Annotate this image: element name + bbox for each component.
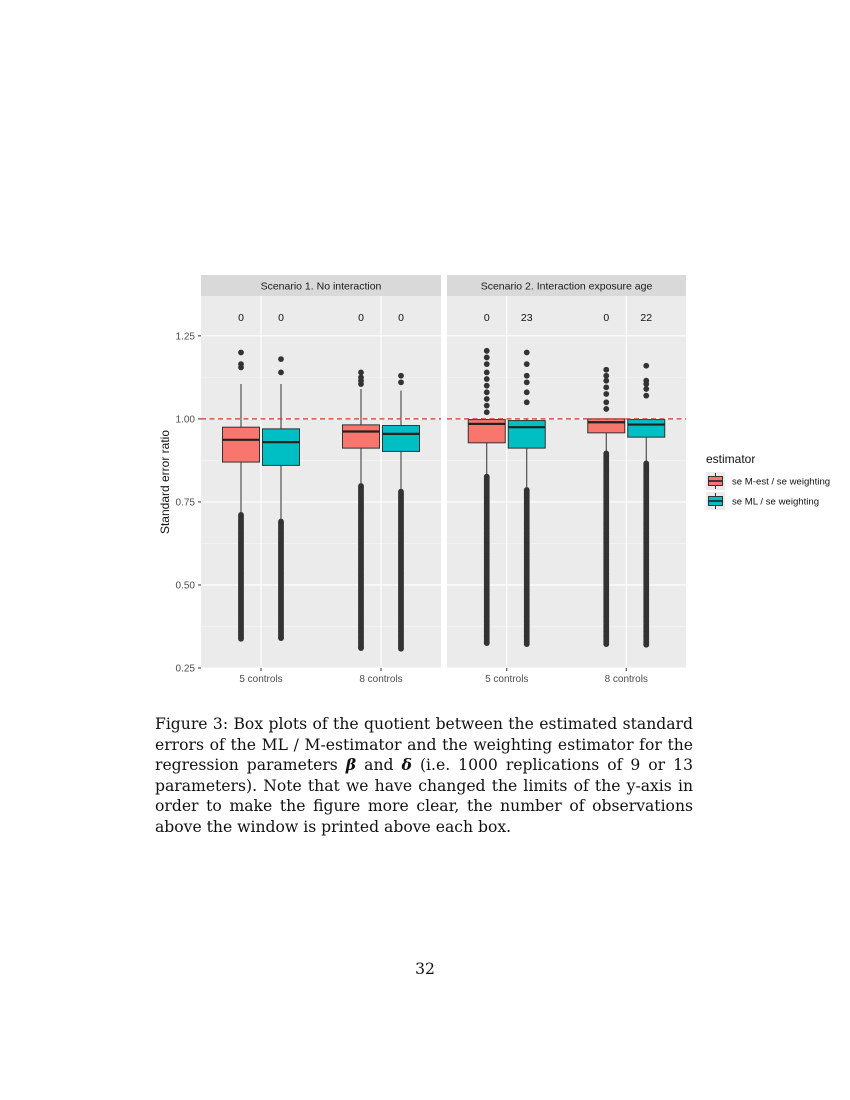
outlier-point (603, 391, 609, 397)
outlier-point (524, 379, 530, 385)
outlier-point (603, 641, 609, 647)
outlier-point (484, 361, 490, 367)
count-above-label: 22 (640, 312, 653, 324)
outlier-point (524, 389, 530, 395)
outlier-point (484, 640, 490, 646)
count-above-label: 23 (520, 312, 533, 324)
outlier-point (398, 373, 404, 379)
outlier-point (358, 369, 364, 375)
caption-part1: Box plots of the quotient between the estimated standard errors of the ML / M-estimator and the weighting estimator for the regression parameters (155, 715, 693, 775)
beta-symbol: β (345, 755, 357, 775)
outlier-point (238, 636, 244, 642)
legend-entry-mest (706, 472, 830, 490)
facet-panel-1 (201, 275, 441, 668)
outlier-point (278, 635, 284, 641)
y-tick-label: 0.50 (175, 580, 195, 592)
x-tick-label: 8 controls (359, 674, 403, 685)
outlier-point (603, 373, 609, 379)
outlier-point (603, 399, 609, 405)
legend-entry-ml (706, 492, 819, 510)
outlier-point (524, 399, 530, 405)
count-above-label: 0 (278, 312, 284, 324)
box-body (383, 426, 420, 452)
outlier-point (484, 396, 490, 402)
outlier-point (643, 386, 649, 392)
outlier-point (603, 367, 609, 373)
caption-and: and (364, 756, 394, 775)
outlier-point (524, 350, 530, 356)
outlier-point (358, 645, 364, 651)
legend-title: estimator (706, 452, 756, 466)
outlier-point (643, 363, 649, 369)
page-number: 32 (415, 960, 435, 978)
outlier-point (484, 389, 490, 395)
box-body (508, 421, 545, 449)
outlier-point (278, 356, 284, 362)
x-tick-label: 8 controls (604, 674, 648, 685)
count-above-label: 0 (483, 312, 490, 324)
outlier-point (484, 409, 490, 415)
facet-title: Scenario 1. No interaction (260, 280, 382, 293)
outlier-point (358, 374, 364, 380)
legend-label: se ML / se weighting (732, 496, 820, 508)
outlier-point (643, 378, 649, 384)
count-above-label: 0 (398, 312, 404, 324)
outlier-point (278, 369, 284, 375)
facet-panel-2 (447, 275, 686, 668)
caption-label: Figure 3: (155, 715, 229, 733)
outlier-point (603, 406, 609, 412)
outlier-point (603, 378, 609, 384)
outlier-point (484, 376, 490, 382)
figure-caption (155, 714, 693, 838)
outlier-point (398, 379, 404, 385)
legend-label: se M-est / se weighting (732, 476, 831, 488)
outlier-point (643, 642, 649, 648)
count-above-label: 0 (238, 312, 244, 324)
box-body (343, 425, 380, 448)
caption-part2: (i.e. 1000 replications of 9 or 13 parameters). Note that we have changed the limits of the y-axis in order to make the figure more clear, the number of observations above the window is printed above each box. (155, 756, 693, 836)
outlier-point (524, 361, 530, 367)
x-tick-label: 5 controls (239, 674, 283, 685)
y-tick-label: 1.25 (175, 331, 195, 343)
facet-title: Scenario 2. Interaction exposure age (480, 280, 653, 293)
outlier-point (643, 393, 649, 399)
y-tick-label: 0.25 (175, 663, 195, 675)
y-axis-title: Standard error ratio (158, 429, 172, 535)
y-tick-label: 1.00 (175, 414, 195, 426)
box-body (263, 429, 300, 466)
outlier-point (484, 403, 490, 409)
outlier-point (484, 369, 490, 375)
box-body (223, 427, 260, 462)
count-above-label: 0 (358, 312, 364, 324)
panel-background (447, 296, 686, 668)
outlier-point (238, 361, 244, 367)
y-tick-label: 0.75 (175, 497, 195, 509)
outlier-point (524, 641, 530, 647)
outlier-point (398, 646, 404, 652)
box-body (588, 419, 625, 433)
box-body (628, 420, 665, 438)
outlier-point (484, 348, 490, 354)
outlier-point (524, 373, 530, 379)
count-above-label: 0 (603, 312, 610, 324)
outlier-point (484, 355, 490, 361)
outlier-point (603, 384, 609, 390)
outlier-point (484, 383, 490, 389)
panel-background (201, 296, 441, 668)
outlier-point (238, 350, 244, 356)
x-tick-label: 5 controls (485, 674, 529, 685)
delta-symbol: δ (401, 755, 412, 775)
